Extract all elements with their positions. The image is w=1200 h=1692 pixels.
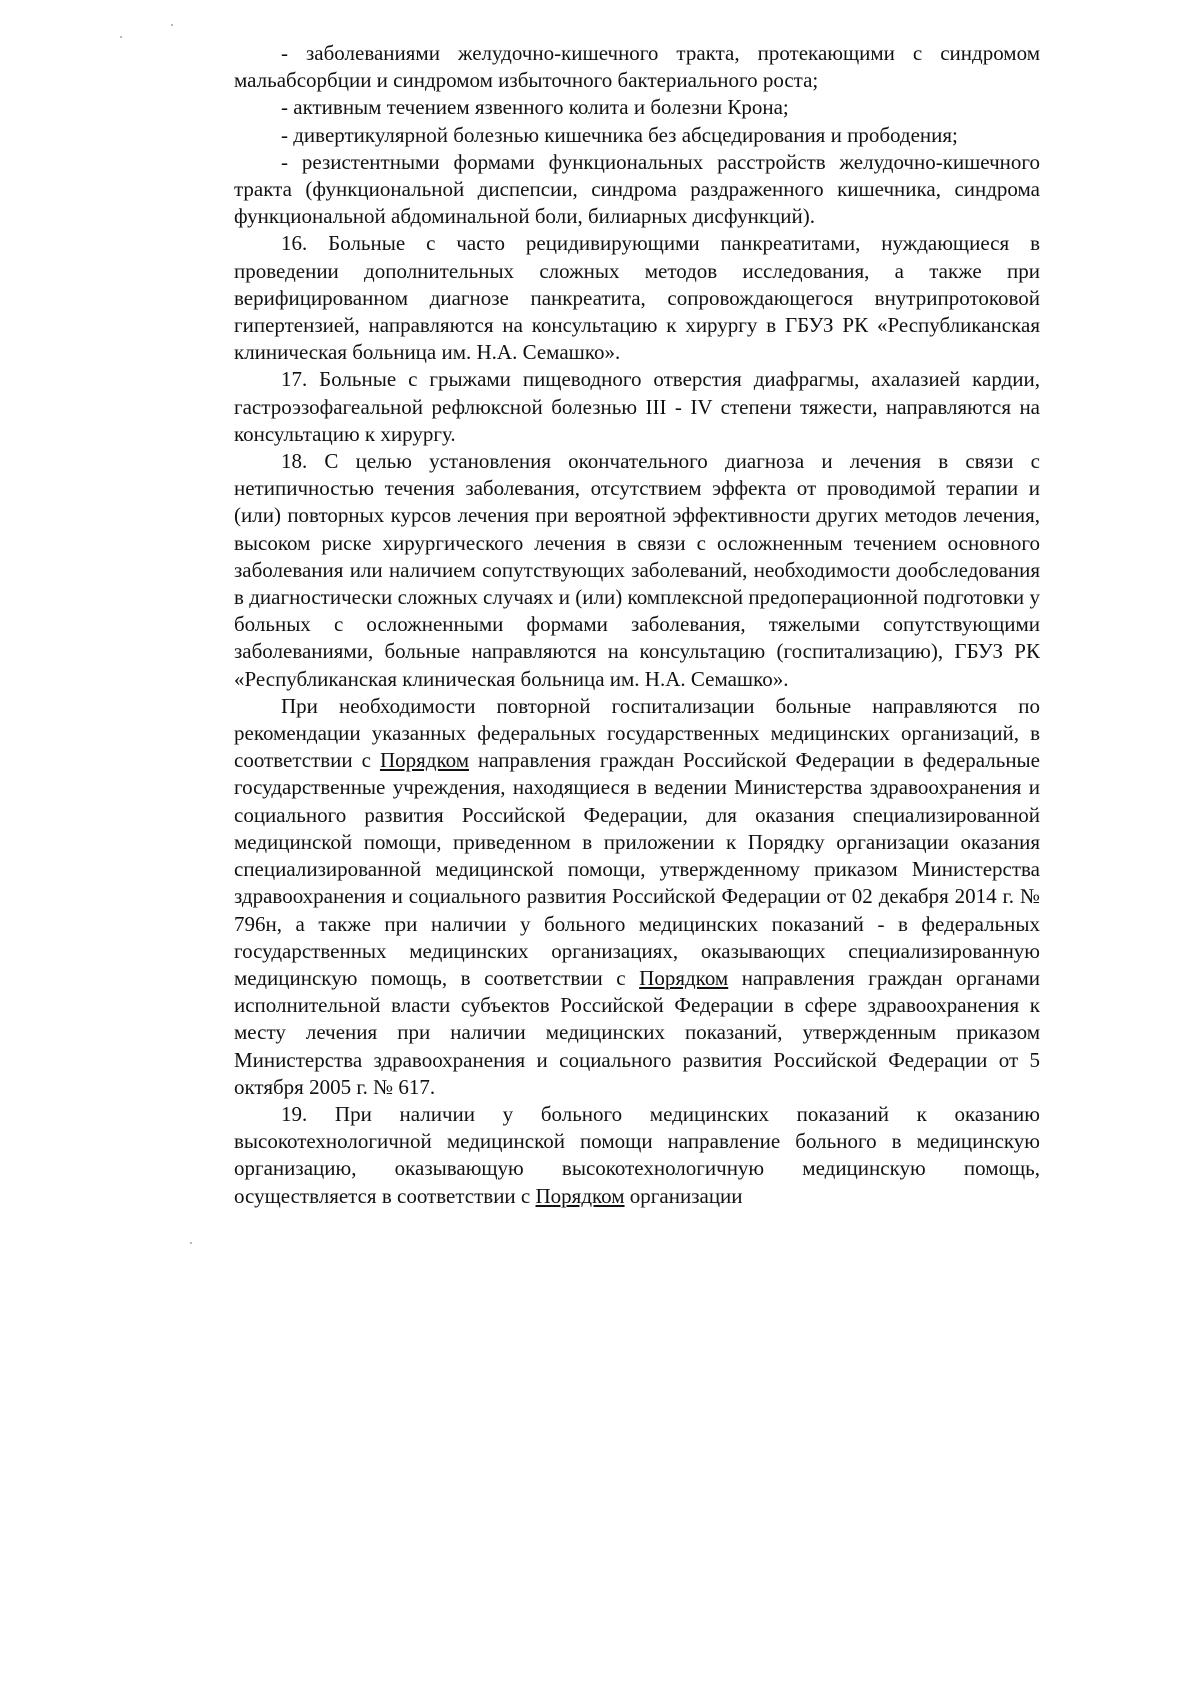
paragraph-text: При необходимости повторной госпитализации больные направляются по рекомендации указанных федеральных государственных медицинских организаций, в соответствии с (234, 693, 1040, 773)
scan-speck (171, 24, 173, 26)
order-link[interactable]: Порядком (535, 1183, 625, 1208)
paragraph-17: 17. Больные с грыжами пищеводного отверстия диафрагмы, ахалазией кардии, гастроэзофагеальной рефлюксной болезнью III - IV степени тяжести, направляются на консультацию к хирургу. (234, 367, 1040, 446)
paragraph-text: направления граждан Российской Федерации в федеральные государственные учреждения, находящиеся в ведении Министерства здравоохранения и социального развития Российской Федерации, для оказания специализированной медицинской помощи, приведенном в приложении к Порядку организации оказания специализированной медицинской помощи, утвержденному приказом Министерства здравоохранения и социального развития Российской Федерации от 02 декабря 2014 г. № 796н, а также при наличии у больного медицинских показаний - в федеральных государственных медицинских организациях, оказывающих специализированную медицинскую помощь, в соответствии с (234, 748, 1040, 990)
scan-speck (190, 1242, 192, 1244)
paragraph-text: организации (624, 1183, 743, 1208)
order-link[interactable]: Порядком (379, 748, 469, 773)
paragraph-18: 18. С целью установления окончательного диагноза и лечения в связи с нетипичностью течения заболевания, отсутствием эффекта от проводимой терапии и (или) повторных курсов лечения при вероятной эффективности других методов лечения, высоком риске хирургического лечения в связи с осложненным течением основного заболевания или наличием сопутствующих заболеваний, необходимости дообследования в диагностически сложных случаях и (или) комплексной предоперационной подготовки у больных с осложненными формами заболевания, тяжелыми сопутствующими заболеваниями, больные направляются на консультацию (госпитализацию), ГБУЗ РК «Республиканская клиническая больница им. Н.А. Семашко». (234, 449, 1040, 691)
paragraph-19 (234, 1101, 1040, 1210)
list-item: - дивертикулярной болезнью кишечника без абсцедирования и прободения; (281, 122, 958, 147)
order-link[interactable]: Порядком (639, 965, 729, 990)
scan-speck (120, 36, 122, 38)
document-page (234, 40, 1040, 1210)
list-item: - заболеваниями желудочно-кишечного тракта, протекающими с синдромом мальабсорбции и синдромом избыточного бактериального роста; (234, 41, 1040, 93)
list-item: - активным течением язвенного колита и болезни Крона; (281, 95, 789, 120)
list-item: - резистентными формами функциональных расстройств желудочно-кишечного тракта (функциональной диспепсии, синдрома раздраженного кишечника, синдрома функциональной абдоминальной боли, билиарных дисфункций). (234, 149, 1040, 229)
paragraph-16: 16. Больные с часто рецидивирующими панкреатитами, нуждающиеся в проведении дополнительных сложных методов исследования, а также при верифицированном диагнозе панкреатита, сопровождающегося внутрипротоковой гипертензией, направляются на консультацию к хирургу в ГБУЗ РК «Республиканская клиническая больница им. Н.А. Семашко». (234, 231, 1040, 365)
paragraph-text: 19. При наличии у больного медицинских показаний к оказанию высокотехнологичной медицинской помощи направление больного в медицинскую организацию, оказывающую высокотехнологичную медицинскую помощь, осуществляется в соответствии с (234, 1101, 1040, 1208)
paragraph-rehospitalization (234, 693, 1040, 1101)
paragraph-text: направления граждан органами исполнительной власти субъектов Российской Федерации в сфере здравоохранения к месту лечения при наличии медицинских показаний, утвержденным приказом Министерства здравоохранения и социального развития Российской Федерации от 5 октября 2005 г. № 617. (234, 965, 1041, 1099)
